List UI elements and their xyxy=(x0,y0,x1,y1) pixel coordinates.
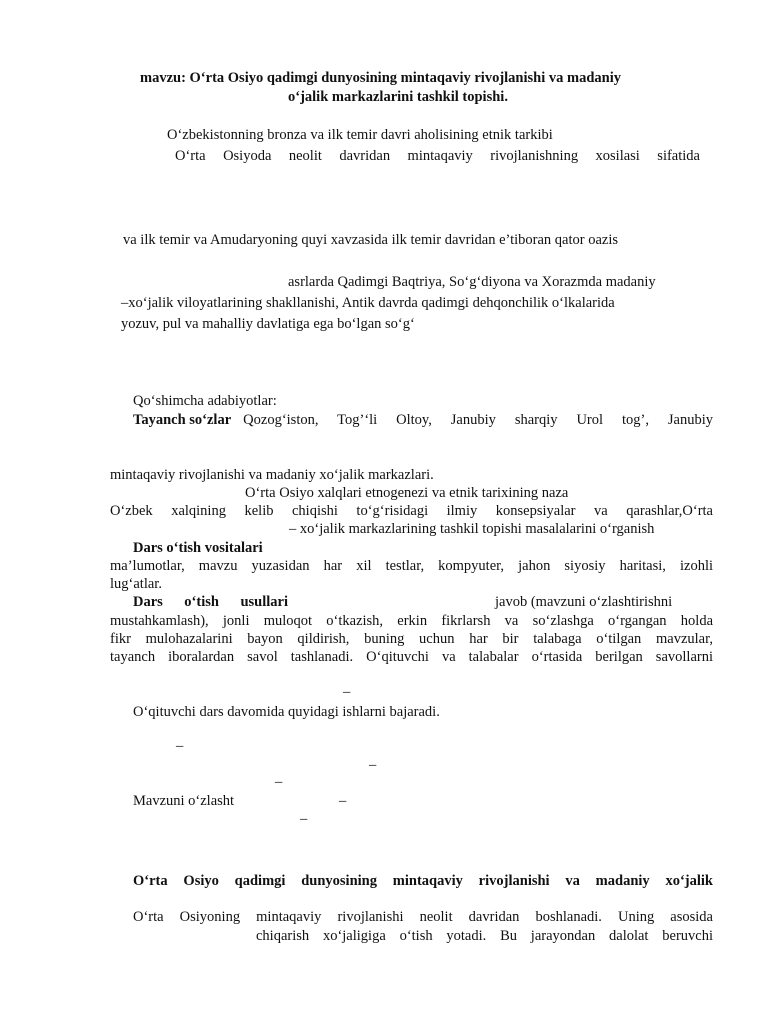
methods-label: Dars o‘tish usullari xyxy=(133,594,288,610)
keywords-line xyxy=(133,411,713,429)
methods-line-2: fikr mulohazalarini bayon qildirish, buning uchun har bir talabaga o‘tilgan mavzular, xyxy=(110,631,713,647)
plan-item-3: va ilk temir va Amudaryoning quyi xavzasida ilk temir davridan e’tiboran qator oazis xyxy=(123,232,619,248)
title-line-1: mavzu: O‘rta Osiyo qadimgi dunyosining mintaqaviy rivojlanishi va madaniy xyxy=(140,70,621,86)
literature-label: Qo‘shimcha adabiyotlar: xyxy=(133,393,277,409)
goal-line-4: – xo‘jalik markazlarining tashkil topishi masalalarini o‘rganish xyxy=(289,521,655,537)
methods-line-1: mustahkamlash), jonli muloqot o‘tkazish, erkin fikrlarsh va so‘zlashga o‘rgangan holda xyxy=(110,613,713,629)
plan-item-5: –xo‘jalik viloyatlarining shakllanishi, Antik davrda qadimgi dehqonchilik o‘lkalarida xyxy=(121,295,615,311)
keywords-label: Tayanch so‘zlar xyxy=(133,412,232,428)
dash-4: – xyxy=(275,774,283,790)
dash-6: – xyxy=(300,811,308,827)
dash-5: – xyxy=(339,793,347,809)
keywords-text: Qozog‘iston, Tog’‘li Oltoy, Janubiy sharqiy Urol tog’, Janubiy xyxy=(243,412,713,428)
teacher-line: O‘qituvchi dars davomida quyidagi ishlarni bajaradi. xyxy=(133,704,440,720)
section-heading: O‘rta Osiyo qadimgi dunyosining mintaqaviy rivojlanishi va madaniy xo‘jalik xyxy=(133,873,713,889)
goal-line-2: O‘rta Osiyo xalqlari etnogenezi va etnik tarixining naza xyxy=(245,485,569,501)
dash-2: – xyxy=(176,738,184,754)
means-line-1: ma’lumotlar, mavzu yuzasidan har xil testlar, kompyuter, jahon siyosiy haritasi, izohli xyxy=(110,558,713,574)
methods-label-tail: javob (mavzuni o‘zlashtirishni xyxy=(495,594,673,610)
section-para-line-1: O‘rta Osiyoning mintaqaviy rivojlanishi neolit davridan boshlanadi. Uning asosida xyxy=(133,909,713,925)
plan-item-6: yozuv, pul va mahalliy davlatiga ega bo‘lgan so‘g‘ xyxy=(121,316,415,332)
dash-1: – xyxy=(343,684,351,700)
plan-item-2: O‘rta Osiyoda neolit davridan mintaqaviy rivojlanishning xosilasi sifatida xyxy=(175,148,700,164)
goal-line-1: mintaqaviy rivojlanishi va madaniy xo‘jalik markazlari. xyxy=(110,467,434,483)
goal-line-3: O‘zbek xalqining kelib chiqishi to‘g‘risidagi ilmiy konsepsiyalar va qarashlar,O‘rta xyxy=(110,503,713,519)
title-line-2: o‘jalik markazlarini tashkil topishi. xyxy=(288,89,508,105)
means-line-2: lug‘atlar. xyxy=(110,576,162,592)
plan-item-4: asrlarda Qadimgi Baqtriya, So‘g‘diyona va Xorazmda madaniy xyxy=(288,274,656,290)
means-label: Dars o‘tish vositalari xyxy=(133,540,263,556)
section-para-line-2: chiqarish xo‘jaligiga o‘tish yotadi. Bu jarayondan dalolat beruvchi xyxy=(256,928,713,944)
methods-line-3: tayanch iboralardan savol tashlanadi. O‘qituvchi va talabalar o‘rtasida berilgan savollarni xyxy=(110,649,713,665)
mastery-label: Mavzuni o‘zlasht xyxy=(133,793,235,809)
dash-3: – xyxy=(369,757,377,773)
plan-item-1: O‘zbekistonning bronza va ilk temir davri aholisining etnik tarkibi xyxy=(167,127,553,143)
